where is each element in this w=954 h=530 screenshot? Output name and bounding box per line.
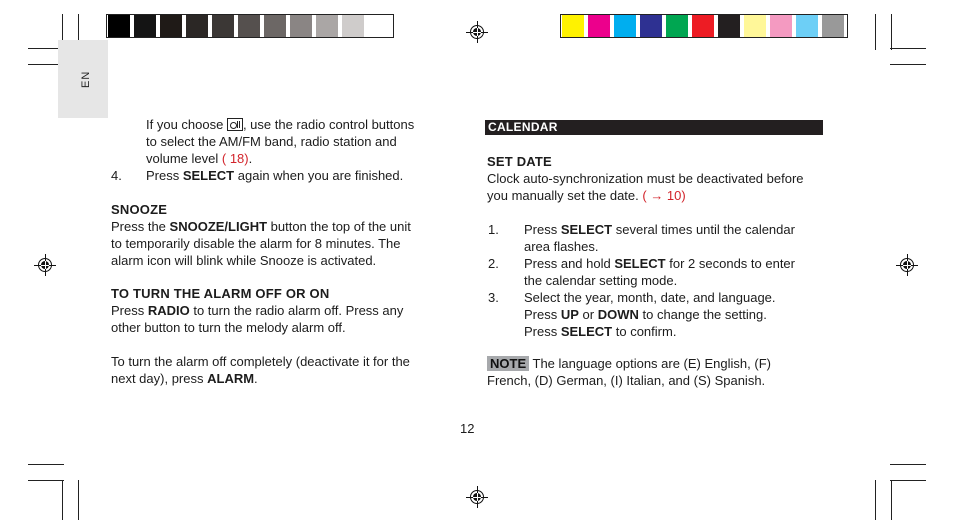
calendar-section-title: CALENDAR (488, 120, 558, 134)
calendar-steps (488, 221, 828, 340)
alarm-off-section: TO TURN THE ALARM OFF OR ON Press RADIO to turn the radio alarm off. Press any other button to turn the melody alarm off. To turn the alarm off completely (deactivate it for the next day), press ALARM. (111, 285, 441, 387)
color-swatch (342, 15, 364, 37)
color-swatch (108, 15, 130, 37)
color-swatch (822, 15, 844, 37)
snooze-section: SNOOZE Press the SNOOZE/LIGHT button the top of the unit to temporarily disable the alarm for 8 minutes. The alarm icon will blink while Snooze is activated. (111, 201, 441, 269)
alarm-off-heading: TO TURN THE ALARM OFF OR ON (111, 286, 330, 301)
color-swatch (744, 15, 766, 37)
color-swatch (160, 15, 182, 37)
step-number: 2. (488, 256, 499, 271)
step-4: 4. Press SELECT again when you are finished. (111, 168, 404, 183)
step-number: 4. (111, 168, 122, 183)
registration-mark-top (466, 21, 488, 43)
step-1: 1. Press SELECT several times until the calendar area flashes. (488, 222, 795, 254)
color-swatch (588, 15, 610, 37)
radio-icon (227, 118, 243, 131)
color-swatch (796, 15, 818, 37)
page-number: 12 (460, 421, 475, 436)
color-swatch (666, 15, 688, 37)
page-reference: ( → 10) (642, 188, 686, 203)
step-2: 2. Press and hold SELECT for 2 seconds to enter the calendar setting mode. (488, 256, 795, 288)
color-swatch (692, 15, 714, 37)
color-swatch (640, 15, 662, 37)
color-swatch (770, 15, 792, 37)
color-swatch (134, 15, 156, 37)
color-swatch (290, 15, 312, 37)
set-date-heading: SET DATE (487, 154, 552, 169)
page-reference: ( 18) (221, 151, 249, 166)
snooze-heading: SNOOZE (111, 202, 168, 217)
color-swatch (186, 15, 208, 37)
color-swatch (562, 15, 584, 37)
radio-instruction-line-1: If you choose , use the radio control buttons (146, 117, 415, 132)
radio-instruction: If you choose , use the radio control buttons to select the AM/FM band, radio station and volume level ( 18). (146, 116, 436, 167)
set-date-section: SET DATE Clock auto-synchronization must be deactivated before you manually set the date. ( → 10) (487, 153, 827, 204)
color-swatch (718, 15, 740, 37)
step-number: 1. (488, 222, 499, 237)
color-swatch (614, 15, 636, 37)
note-badge: NOTE (487, 356, 529, 371)
step-number: 3. (488, 290, 499, 305)
registration-mark-left (34, 254, 56, 276)
color-swatch (264, 15, 286, 37)
registration-mark-right (896, 254, 918, 276)
color-swatch (212, 15, 234, 37)
color-swatch (368, 15, 390, 37)
color-swatch (316, 15, 338, 37)
language-tab-label: EN (80, 70, 92, 88)
color-swatch (238, 15, 260, 37)
note-section: NOTE The language options are (E) English, (F) French, (D) German, (I) Italian, and (S) Spanish. (487, 356, 771, 388)
step-3: 3. Select the year, month, date, and language. Press UP or DOWN to change the setting. Press SELECT to confirm. (488, 290, 776, 339)
registration-mark-bottom (466, 486, 488, 508)
